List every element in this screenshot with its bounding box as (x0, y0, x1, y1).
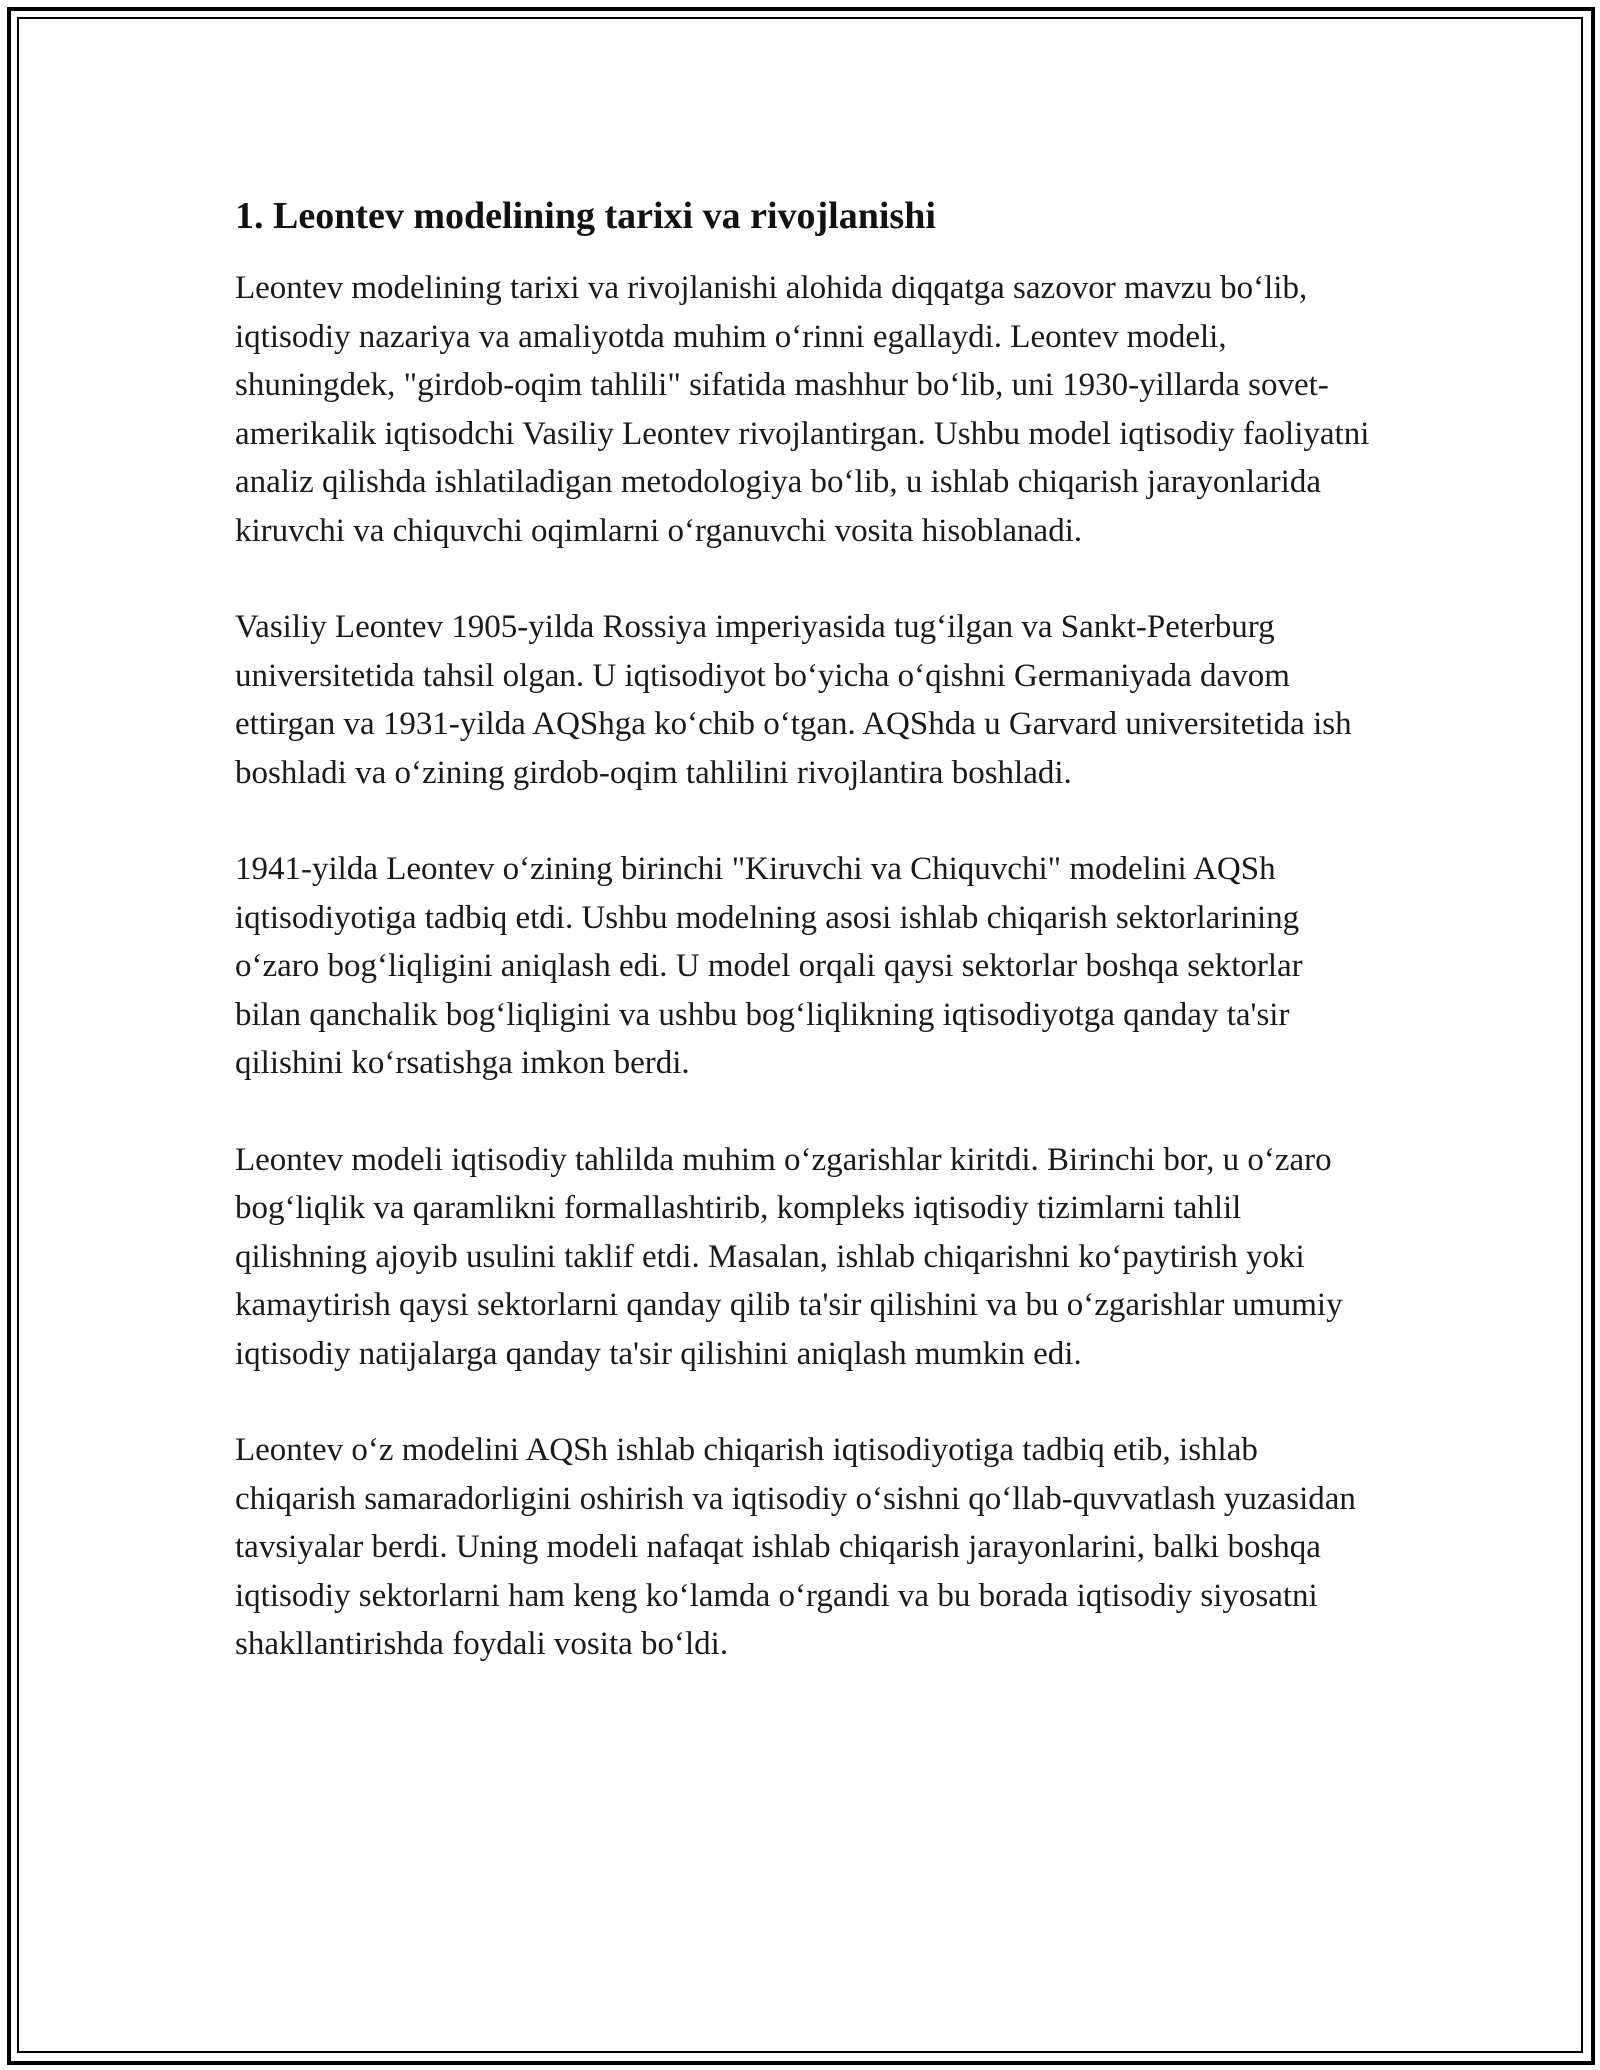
section-heading: 1. Leontev modelining tarixi va rivojlanishi (235, 195, 936, 237)
paragraph-5: Leontev o‘z modelini AQSh ishlab chiqarish iqtisodiyotiga tadbiq etib, ishlab chiqarish samaradorligini oshirish va iqtisodiy o‘sishni qo‘llab-quvvatlash yuzasidan tavsiyalar berdi. Uning modeli nafaqat ishlab chiqarish jarayonlarini, balki boshqa iqtisodiy sektorlarni ham keng ko‘lamda o‘rgandi va bu borada iqtisodiy siyosatni shakllantirishda foydali vosita bo‘ldi. (235, 1432, 1356, 1662)
paragraph-4: Leontev modeli iqtisodiy tahlilda muhim o‘zgarishlar kiritdi. Birinchi bor, u o‘zaro bog‘liqlik va qaramlikni formallashtirib, kompleks iqtisodiy tizimlarni tahlil qilishning ajoyib usulini taklif etdi. Masalan, ishlab chiqarishni ko‘paytirish yoki kamaytirish qaysi sektorlarni qanday qilib ta'sir qilishini va bu o‘zgarishlar umumiy iqtisodiy natijalarga qanday ta'sir qilishini aniqlash mumkin edi. (235, 1141, 1343, 1372)
paragraph-3: 1941-yilda Leontev o‘zining birinchi "Kiruvchi va Chiquvchi" modelini AQSh iqtisodiyotiga tadbiq etdi. Ushbu modelning asosi ishlab chiqarish sektorlarining o‘zaro bog‘liqligini aniqlash edi. U model orqali qaysi sektorlar boshqa sektorlar bilan qanchalik bog‘liqligini va ushbu bog‘liqlikning iqtisodiyotga qanday ta'sir qilishini ko‘rsatishga imkon berdi. (235, 851, 1303, 1081)
document-body (235, 192, 1370, 1717)
paragraph-2: Vasiliy Leontev 1905-yilda Rossiya imperiyasida tug‘ilgan va Sankt-Peterburg universitetida tahsil olgan. U iqtisodiyot bo‘yicha o‘qishni Germaniyada davom ettirgan va 1931-yilda AQShga ko‘chib o‘tgan. AQShda u Garvard universitetida ish boshladi va o‘zining girdob-oqim tahlilini rivojlantira boshladi. (235, 609, 1352, 791)
paragraph-1: Leontev modelining tarixi va rivojlanishi alohida diqqatga sazovor mavzu bo‘lib, iqtisodiy nazariya va amaliyotda muhim o‘rinni egallaydi. Leontev modeli, shuningdek, "girdob-oqim tahlili" sifatida mashhur bo‘lib, uni 1930-yillarda sovet-amerikalik iqtisodchi Vasiliy Leontev rivojlantirgan. Ushbu model iqtisodiy faoliyatni analiz qilishda ishlatiladigan metodologiya bo‘lib, u ishlab chiqarish jarayonlarida kiruvchi va chiquvchi oqimlarni o‘rganuvchi vosita hisoblanadi. (235, 270, 1370, 549)
